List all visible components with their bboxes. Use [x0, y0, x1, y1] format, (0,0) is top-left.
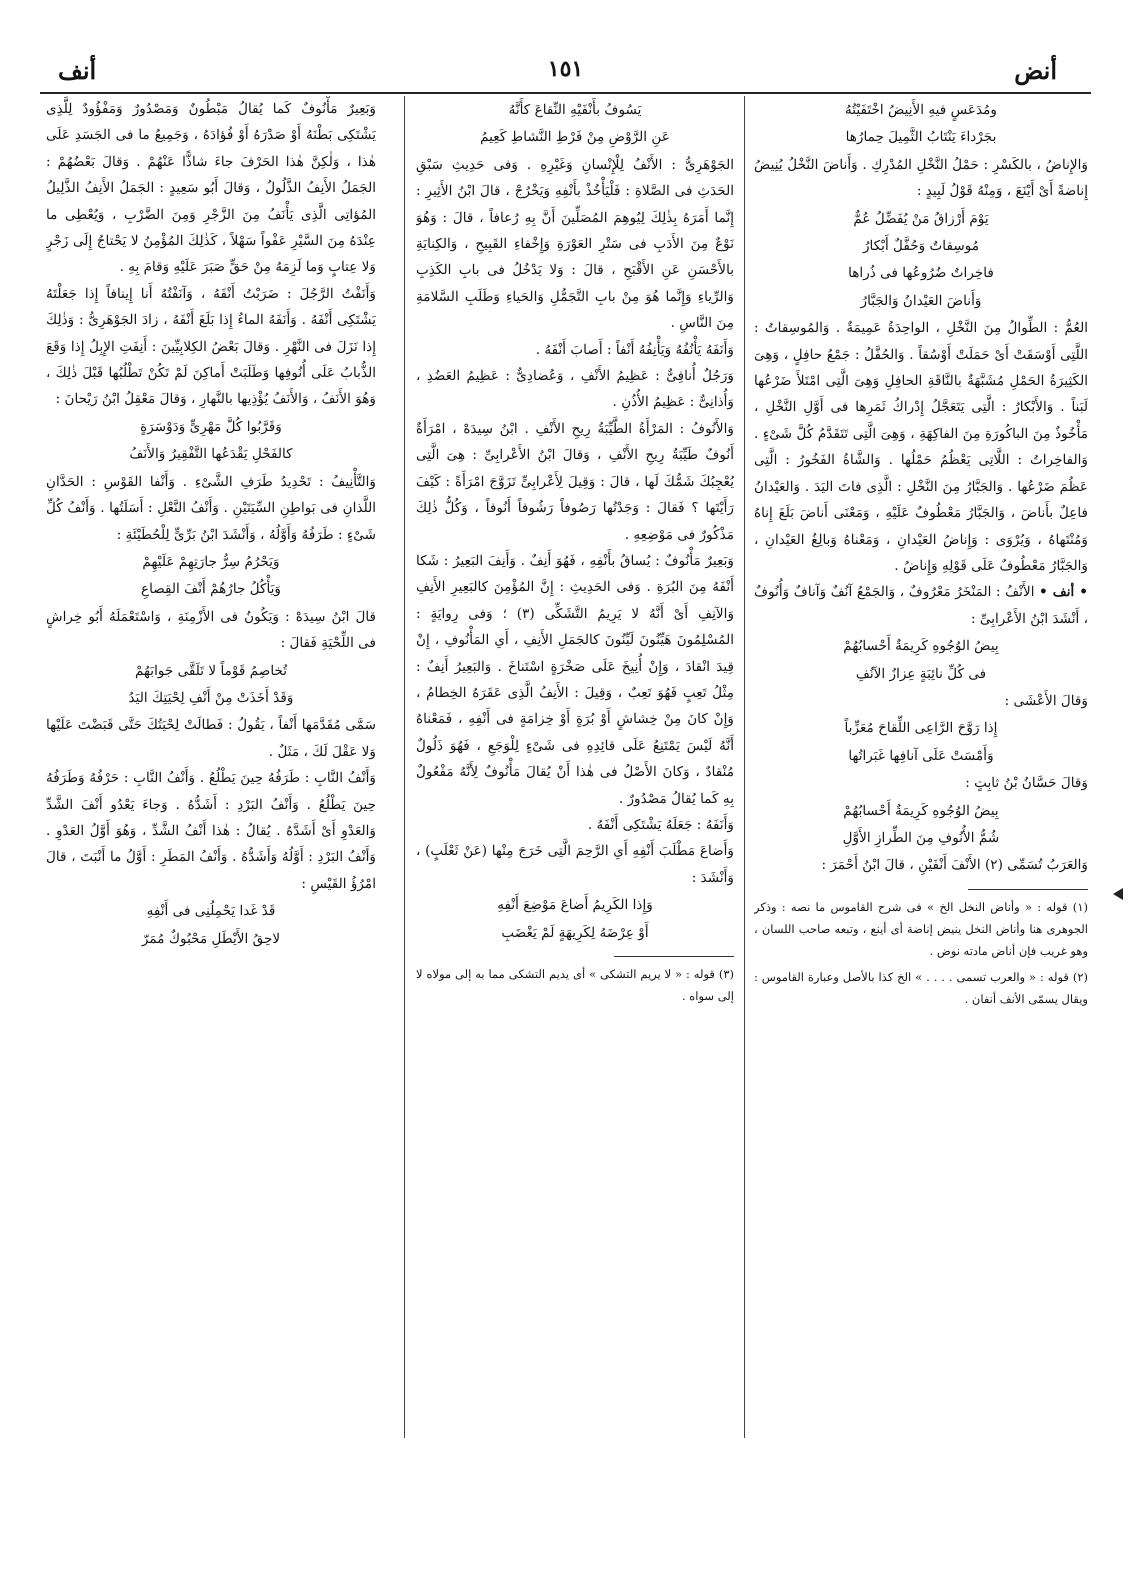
text-paragraph: وَقالَ حَسَّانُ بْنُ ثابِتٍ : — [965, 775, 1088, 792]
text-paragraph: وَأَنْفُ النَّابِ : طَرَفُهُ حِينَ يَطْلُعُ . وَأَنْفُ النَّابِ : حَرْفُهُ وَطَرَفُهُ حِينَ يَطْلُعُ . وَأَنْفُ البَرْدِ : أَشَدُّهُ . وَجاءَ يَعْدُو أَنْفَ الشَّدِّ وَالعَدْوِ أَىْ أَشَدَّهُ . يُقالُ : هٰذا أَنْفُ الشَّدِّ ، وَهُوَ أَوَّلُ العَدْوِ . وَأَنْفُ البَرْدِ : أَوَّلُهُ وَأَشَدُّهُ . وَأَنْفُ المَطَرِ : أَوَّلُ ما أَنْبَتَ ، قالَ امْرُؤُ القَيْسِ : — [46, 770, 376, 892]
text-paragraph: وَالأَنُوفُ : المَرْأَةُ الطَّيِّبَةُ رِيحِ الأَنْفِ . ابْنُ سِيدَهْ ، امْرَأَةٌ أَنُوفٌ طَيِّبَةُ رِيحِ الأَنْفِ ، وَقالَ ابْنُ الأَعْرابِىِّ : هِىَ الَّتِى يُعْجِبُكَ شَمُّكَ لَها ، قالَ : وَقِيلَ لِأَعْرابِىٍّ تَزَوَّجَ امْرَأَةً : كَيْفَ رَأَيْتَها ؟ فَقالَ : وَجَدْتُها رَصُوفاً رَشُوفاً أَنُوفاً ، وَكُلُّ ذٰلِكَ مَذْكُورٌ فى مَوْضِعِهِ . — [416, 420, 734, 543]
column-left — [46, 96, 376, 1438]
footnote: (٢) قوله : « والعرب تسمى . . . . » الخ كذا بالأصل وعبارة القاموس : ويقال يسمّى الأنف أنفان . — [754, 969, 1088, 1006]
verse-line: وَيَأْكُلُ جارُهُمْ أَنْفَ القِصاعِ — [140, 581, 281, 598]
text-paragraph: العُمُّ : الطِّوالُ مِنَ النَّخْلِ ، الواحِدَةُ عَمِيمَةٌ . وَالمُوسِقاتُ : اللَّتِى أَوْسَقَتْ أَىْ حَمَلَتْ أَوْسُقاً . وَالحُفَّلُ : جَمْعُ حافِلٍ ، وَهِىَ الكَثِيرَةُ الحَمْلِ مُشَبَّهَةٌ بالنَّاقَةِ الحافِلِ وَهِىَ الَّتِى امْتَلأَ ضَرْعُها لَبَناً . وَالأَبْكارُ : الَّتِى يَتَعَجَّلُ إِدْراكُ ثَمَرِها فى أَوَّلِ النَّخْلِ ، مَأْخُوذٌ مِنَ الباكُورَةِ مِنَ الفاكِهَةِ ، وَهِىَ الَّتِى تَتَقَدَّمُ كُلَّ شَىْءٍ . وَالفاخِراتُ : اللَّاتِى يَعْظُمُ حَمْلُها . وَالشَّاةُ الفَخُورُ : الَّتِى عَظُمَ ضَرْعُها . وَالجَبَّارُ مِنَ النَّخْلِ : الَّذِى فاتَ اليَدَ . وَالعَيْدانُ فاعِلٌ بأَناضَ ، وَالجَبَّارُ مَعْطُوفٌ عَلَيْهِ ، وَمَعْنَى أَناضَ بَلَغَ إِناهُ وَمُنْتَهاهُ ، وَيُرْوَى : وَإِناضُ العَيْدانِ ، وَمَعْناهُ وَبالِغُ العَيْدانِ ، وَالجَبَّارُ مَعْطُوفٌ عَلَى قَوْلِهِ وَإِناضُ . — [754, 320, 1088, 574]
verse-line: قَدْ غَدا يَحْمِلُنِى فى أَنْفِهِ — [146, 903, 276, 920]
footnote-rule — [614, 956, 734, 957]
footnote: (١) قوله : « وأناض النخل الخ » فى شرح القاموس ما نصه : وذكر الجوهرى هنا وأناض النخل ينيض إناضة أى أينع ، وتبعه صاحب اللسان ، وهو غريب فإن أناض مادته نوض . — [754, 899, 1088, 958]
verse-line: وَأَمْسَتْ عَلَى آنافِها غَبَراتُها — [848, 747, 994, 764]
verse-line: وَيَحْرُمُ سِرُّ جارَتِهِمْ عَلَيْهِمْ — [142, 553, 280, 570]
text-paragraph: وَبَعِيرٌ مَأْنُوفٌ : يُساقُ بأَنْفِهِ ، فَهُوَ أَنِفٌ . وَأَنِفَ البَعِيرُ : شَكا أَنْفَهُ مِنَ البُرَةِ . وَفى الحَدِيثِ : إِنَّ المُؤْمِنَ كالبَعِيرِ الأَنِفِ وَالآنِفِ أَىْ أَنَّهُ لا يَرِيمُ التَّشَكِّى (٣) ؛ وَفى رِوايَةٍ : المُسْلِمُونَ هَيِّنُونَ لَيِّنُونَ كالجَمَلِ الأَنِفِ ، أَىِ المَأْنُوفِ ، إِنْ قِيدَ انْقادَ ، وَإِنْ أُنِيخَ عَلَى صَخْرَةٍ اسْتَناخَ . وَالبَعِيرُ أَنِفٌ : مِثْلُ تَعِبٍ فَهُوَ تَعِبٌ ، وَقِيلَ : الأَنِفُ الَّذِى عَقَرَهُ الخِطامُ ، وَإِنْ كانَ مِنْ خِشاشٍ أَوْ بُرَةٍ أَوْ خِزامَةٍ فى أَنْفِهِ ، فَمَعْناهُ أَنَّهُ لَيْسَ يَمْتَنِعُ عَلَى قائِدِهِ فى شَىْءٍ لِلْوَجَعِ ، فَهُوَ ذَلُولٌ مُنْقادٌ ، وَكانَ الأَصْلُ فى هٰذا أَنْ يُقالَ مَأْنُوفٌ لِأَنَّهُ مَفْعُولٌ بِهِ كَما يُقالُ مَصْدُورٌ . — [416, 552, 734, 807]
verse-line: بِيضُ الوُجُوهِ كَرِيمَةٌ أَحْسابُهُمْ — [843, 802, 999, 819]
margin-arrow-mark — [1113, 888, 1123, 900]
verse-line: تُخاصِمُ قَوْماً لا تَلَقَّى جَوابَهُمْ — [134, 662, 288, 679]
text-paragraph: وَالتَّأْنِيفُ : تَحْدِيدُ طَرَفِ الشَّىْءِ . وَأَنْفا القَوْسِ : الحَدَّانِ اللَّذانِ فى بَواطِنِ السِّيَتَيْنِ . وَأَنْفُ النَّعْلِ : أَسَلَتُها . وَأَنْفُ كُلِّ شَىْءٍ : طَرَفُهُ وَأَوَّلُهُ ، وَأَنْشَدَ ابْنُ بَرِّىٍّ لِلْحُطَيْئَةِ : — [46, 473, 376, 543]
verse-line: عَنِ الرَّوْضِ مِنْ فَرْطِ النَّشاطِ كَعِيمُ — [480, 129, 670, 146]
header-root-word-right: أنض — [1014, 56, 1057, 85]
text-paragraph: وَبَعِيرٌ مَأْنُوفٌ كَما يُقالُ مَبْطُونٌ وَمَصْدُورٌ وَمَفْؤُودٌ لِلَّذِى يَشْتَكِى بَطْنَهُ أَوْ صَدْرَهُ أَوْ فُؤادَهُ ، وَجَمِيعُ ما فى الجَسَدِ عَلَى هٰذا ، وَلٰكِنَّ هٰذا الحَرْفَ جاءَ شاذًّا عَنْهُمْ . وَقالَ بَعْضُهُمْ : الجَمَلُ الأَنِفُ الذَّلُولُ ، وَقالَ أَبُو سَعِيدٍ : الجَمَلُ الأَنِفُ الذَّلِيلُ المُؤاتِى الَّذِى يَأْنَفُ مِنَ الزَّجْرِ وَمِنَ الضَّرْبِ ، وَيُعْطِى ما عِنْدَهُ مِنَ السَّيْرِ عَفْواً سَهْلاً ، كَذٰلِكَ المُؤْمِنُ لا يَحْتاجُ إِلَى زَجْرٍ وَلا عِتابٍ وَما لَزِمَهُ مِنْ حَقٍّ صَبَرَ عَلَيْهِ وَقامَ بِهِ . — [46, 101, 376, 276]
footnote: (٣) قوله : « لا يريم التشكى » أى يديم التشكى مما به إلى مولاه لا إلى سواه . — [416, 967, 734, 1003]
verse-line: يَوْمَ أَرْزاقُ مَنْ يُفَضِّلُ عُمٌّ — [853, 210, 989, 227]
column-middle — [416, 96, 734, 1438]
verse-line: بِيضُ الوُجُوهِ كَرِيمَةٌ أَحْسابُهُمْ — [843, 638, 999, 655]
header-rule — [40, 92, 1091, 94]
verse-line: فى كُلِّ نائِبَةٍ عِزازُ الآنُفِ — [855, 665, 987, 682]
text-paragraph: الجَوْهَرِىُّ : الأَنْفُ لِلْإِنْسانِ وَغَيْرِهِ . وَفى حَدِيثِ سَبْقِ الحَدَثِ فى الصَّلاةِ : فَلْيَأْخُذْ بأَنْفِهِ وَيَخْرُجْ ، قالَ ابْنُ الأَثِيرِ : إِنَّما أَمَرَهُ بِذٰلِكَ لِيُوهِمَ المُصَلِّينَ أَنَّ بِهِ رُعافاً ، قالَ : وَهُوَ نَوْعٌ مِنَ الأَدَبِ فى سَتْرِ العَوْرَةِ وَإِخْفاءِ القَبِيحِ ، وَالكِنايَةِ بالأَحْسَنِ عَنِ الأَقْبَحِ ، قالَ : وَلا يَدْخُلُ فى بابِ الكَذِبِ وَالرِّياءِ وَإِنَّما هُوَ مِنْ بابِ التَّجَمُّلِ وَالحَياءِ وَطَلَبِ السَّلامَةِ مِنَ النَّاسِ . — [416, 156, 734, 332]
verse-line: يَسُوفُ بأَنْفَيْهِ النِّقاعَ كأَنَّهُ — [508, 102, 642, 118]
verse-line: إِذا رَوَّحَ الرَّاعِى اللِّقاحَ مُعَزِّباً — [844, 720, 998, 737]
column-divider — [744, 96, 745, 1438]
verse-line: لاحِقُ الأَيْطَلِ مَحْبُوكٌ مُمَرّ — [141, 930, 281, 947]
text-paragraph: وَقالَ الأَعْشَى : — [1004, 692, 1088, 709]
entry-text: الأَنْفُ : المَنْخَرُ مَعْرُوفٌ ، وَالجَمْعُ آنُفٌ وَآنافٌ وَأُنُوفٌ ، أَنْشَدَ ابْنُ الأَعْرابِىِّ : — [754, 584, 1088, 627]
entry-headword: • أنف • — [1039, 584, 1088, 601]
text-paragraph: وَأَنَفَهُ يَأْنُفُهُ وَيَأْنِفُهُ أَنْفاً : أَصابَ أَنْفَهُ . — [535, 341, 734, 358]
verse-line: كالفَحْلِ يَقْدَعُها التَّفْقِيرُ وَالأَنَفُ — [129, 446, 293, 463]
verse-line: وَإِذا الكَرِيمُ أَضاعَ مَوْضِعَ أَنْفِهِ — [497, 897, 653, 914]
verse-line: وَأَناضَ العَيْدانُ وَالجَبَّارُ — [860, 292, 982, 309]
text-paragraph: قالَ ابْنُ سِيدَهْ : وَيَكُونُ فى الأَزْمِنَةِ ، وَاسْتَعْمَلَهُ أَبُو خِراشٍ فى اللِّحْيَةِ فَقالَ : — [46, 608, 376, 652]
verse-line: وَقَدْ أَخَذَتْ مِنْ أَنْفِ لِحْيَتِكَ اليَدُ — [128, 689, 294, 706]
text-paragraph: سَمَّى مُقَدَّمَها أَنْفاً ، يَقُولُ : فَطالَتْ لِحْيَتُكَ حَتَّى قَبَضْتَ عَلَيْها وَلا عَقْلَ لَكَ ، مَثَلٌ . — [46, 717, 376, 760]
verse-line: مُوسِقاتٌ وَحُفَّلٌ أَبْكارُ — [862, 238, 980, 255]
page-number: ١٥١ — [547, 56, 584, 82]
verse-line: فاخِراتٌ ضُرُوعُها فى ذُراها — [848, 265, 994, 282]
footnote-rule — [968, 889, 1088, 890]
text-paragraph: وَأَنَفَهُ : جَعَلَهُ يَشْتَكِى أَنْفَهُ . — [587, 816, 734, 833]
text-paragraph: وَرَجُلٌ أُنافِىٌّ : عَظِيمُ الأَنْفِ ، وَعُضادِىٌّ : عَظِيمُ العَضُدِ ، وَأُذانِىٌّ : عَظِيمُ الأُذُنِ . — [416, 368, 734, 411]
verse-line: ومُدَعَسٍ فيهِ الأَنِيضُ اخْتَفَيْتُهُ — [845, 102, 997, 118]
text-columns — [40, 96, 1092, 1438]
text-paragraph: وَأَضاعَ مَطْلَبَ أَنْفِهِ أَىِ الرَّحِمَ الَّتِى خَرَجَ مِنْها (عَنْ ثَعْلَبٍ) ، وَأَنْشَدَ : — [416, 843, 734, 886]
text-paragraph: وَالإِناضُ ، بالكَسْرِ : حَمْلُ النَّخْلِ المُدْرِكِ . وَأَناضَ النَّخْلُ يُنِيضُ إِناضةً أَىْ أَيْنَعَ ، وَمِنْهُ قَوْلُ لَبِيدٍ : — [754, 156, 1088, 200]
text-paragraph: وَالعَرَبُ تُسَمِّى (٢) الأَنْفَ أَنْفَيْنِ ، قالَ ابْنُ أَحْمَرَ : — [821, 857, 1088, 874]
entry-paragraph — [754, 579, 1088, 632]
column-divider — [404, 96, 405, 1438]
verse-line: بجَرْداءَ يَنْتَابُ الثَّمِيلَ حِمارُها — [845, 129, 997, 146]
column-right — [754, 96, 1088, 1438]
page-header — [40, 52, 1091, 92]
verse-line: شُمُّ الأُنُوفِ مِنَ الطِّرازِ الأَوَّلِ — [842, 829, 1000, 846]
text-paragraph: وَأَنَفْتُ الرَّجُلَ : ضَرَبْتُ أَنْفَهُ ، وَآنَفْتُهُ أَنا إِينافاً إِذا جَعَلْتَهُ يَشْتَكِى أَنْفَهُ . وَأَنَفَهُ الماءُ إِذا بَلَغَ أَنْفَهُ ، زادَ الجَوْهَرِىُّ : وَذٰلِكَ إِذا نَزَلَ فى النَّهْرِ . وَقالَ بَعْضُ الكِلابِيِّينَ : أَنِفَتِ الإِبِلُ إِذا وَقَعَ الذُّبابُ عَلَى أُنُوفِها وَطَلَبَتْ أَماكِنَ لَمْ تَكُنْ تَطْلُبُها قَبْلَ ذٰلِكَ ، وَهُوَ الأَنَفُ ، وَالأَنَفُ يُؤْذِيها بالنَّهارِ ، وَقالَ مَعْقِلُ ابْنُ رَيْحانَ : — [46, 285, 376, 408]
verse-line: وَقَرَّبُوا كُلَّ مَهْرِىٍّ وَدَوْسَرَةٍ — [140, 418, 282, 435]
header-root-word-left: أنف — [58, 56, 97, 85]
verse-line: أَوْ عِرْضَهُ لِكَرِيهَةٍ لَمْ يَغْضَبِ — [501, 924, 649, 941]
